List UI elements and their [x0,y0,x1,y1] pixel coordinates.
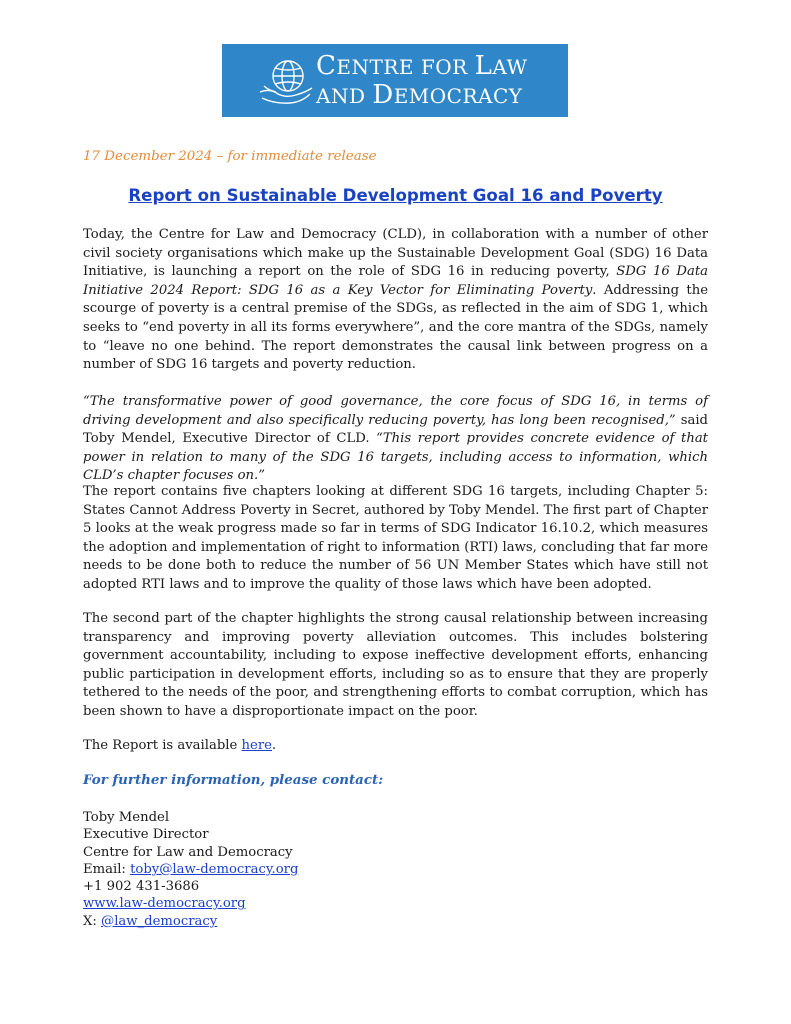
paragraph-second-part: The second part of the chapter highlights the strong causal relationship between increasing transparency and improving poverty alleviation outcomes. This includes bolstering government accountability, including to expose ineffective development efforts, enhancing public participation in development efforts, including so as to ensure that they are properly tethered to the needs of the poor, and strengthening efforts to combat corruption, which has been shown to have a disproportionate impact on the poor. [83,611,708,719]
website-link[interactable]: www.law-democracy.org [83,896,246,912]
paragraph-quote: “The transformative power of good governance, the core focus of SDG 16, in terms of driving development and also specifically reducing poverty, has long been recognised,” said Toby Mendel, Executive Director of CLD. “This report provides concrete evidence of that power in relation to many of the SDG 16 targets, including access to information, which CLD’s chapter focuses on.” [83,394,709,484]
contact-heading: For further information, please contact: [83,772,384,788]
globe-in-hand-icon [256,52,316,110]
contact-email-line: Email: toby@law-democracy.org [83,861,299,877]
contact-website-line [83,895,298,912]
cld-logo [222,44,568,117]
contact-role: Executive Director [83,827,209,843]
report-link[interactable]: here [241,738,272,753]
paragraph-chapters: The report contains five chapters looking at different SDG 16 targets, including Chapter 5: States Cannot Address Poverty in Secret, authored by Toby Mendel. The first part of Chapter 5 looks at the weak progress made so far in terms of SDG Indicator 16.10.2, which measures the adoption and implementation of right to information (RTI) laws, concluding that far more needs to be done both to reduce the number of 56 UN Member States which have still not adopted RTI laws and to improve the quality of those laws which have been adopted. [83,484,708,592]
contact-x-line: X: @law_democracy [83,913,218,929]
paragraph-availability: The Report is available here. [83,738,277,753]
contact-org: Centre for Law and Democracy [83,844,293,860]
email-link[interactable]: toby@law-democracy.org [130,861,299,877]
logo-line-2: AND DEMOCRACY [316,80,523,110]
x-handle-link[interactable]: @law_democracy [101,913,218,929]
contact-name: Toby Mendel [83,810,170,825]
contact-block [83,809,298,930]
contact-phone: +1 902 431-3686 [83,879,200,895]
logo-line-1: CENTRE FOR LAW [316,51,528,81]
release-date: 17 December 2024 – for immediate release [83,149,377,164]
page-title: Report on Sustainable Development Goal 16 and Poverty [128,186,663,205]
paragraph-intro: Today, the Centre for Law and Democracy (CLD), in collaboration with a number of other civil society organisations which make up the Sustainable Development Goal (SDG) 16 Data Initiative, is launching a report on the role of SDG 16 in reducing poverty, SDG 16 Data Initiative 2024 Report: SDG 16 as a Key Vector for Eliminating Poverty. Addressing the scourge of poverty is a central premise of the SDGs, as reflected in the aim of SDG 1, which seeks to “end poverty in all its forms everywhere”, and the core mantra of the SDGs, namely to “leave no one behind. The report demonstrates the causal link between progress on a number of SDG 16 targets and poverty reduction. [83,227,708,373]
